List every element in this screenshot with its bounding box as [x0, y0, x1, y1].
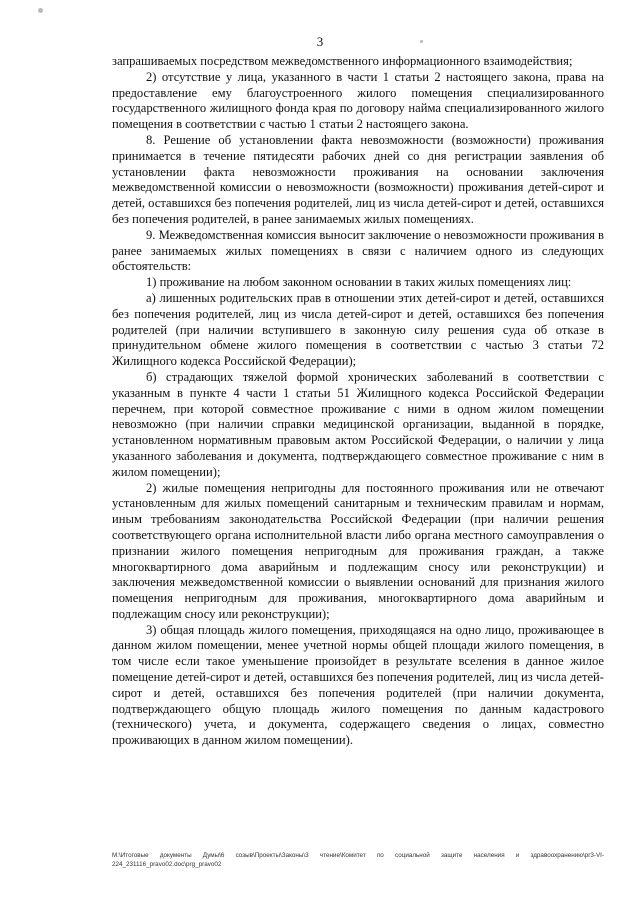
paragraph: запрашиваемых посредством межведомственного информационного взаимодействия;	[112, 54, 573, 68]
paragraph: 3) общая площадь жилого помещения, приходящаяся на одно лицо, проживающее в данном жилом помещении, менее учетной нормы общей площади жилого помещения, в том числе если такое уменьшение произойдет в результате вселения в данное жилое помещение детей-сирот и детей, оставшихся без попечения родителей, лиц из числа детей-сирот и детей, оставшихся без попечения родителей (при наличии документа, подтверждающего общую площадь жилого помещения по данным кадастрового (технического) учета, и документа, содержащего сведения о лицах, совместно проживающих в данном жилом помещении).	[112, 622, 604, 748]
paragraph: 2) жилые помещения непригодны для постоянного проживания или не отвечают установленным для жилых помещений санитарным и техническим правилам и нормам, иным требованиям законодательства Российской Федерации (при наличии решения соответствующего органа исполнительной власти либо органа местного самоуправления о признании жилого помещения непригодным для проживания граждан, а также многоквартирного дома аварийным и подлежащим сносу или реконструкции) и заключения межведомственной комиссии о выявлении оснований для признания жилого помещения непригодным для проживания, многоквартирного дома аварийным и подлежащим сносу или реконструкции);	[112, 480, 604, 621]
page-number: 3	[316, 34, 324, 49]
scan-speck	[38, 8, 43, 13]
paragraph: 8. Решение об установлении факта невозможности (возможности) проживания принимается в течение пятидесяти рабочих дней со дня регистрации заявления об установлении факта невозможности проживания на основании заключения межведомственной комиссии о невозможности (возможности) проживания детей-сирот и детей, оставшихся без попечения родителей, лиц из числа детей-сирот и детей, оставшихся без попечения родителей, в ранее занимаемых жилых помещениях.	[112, 132, 604, 226]
paragraph: б) страдающих тяжелой формой хронических заболеваний в соответствии с указанным в пункте 4 части 1 статьи 51 Жилищного кодекса Российской Федерации перечнем, при которой совместное проживание с ними в одном жилом помещении невозможно (при наличии справки медицинской организации, выданной в порядке, установленном нормативным правовым актом Российской Федерации, о наличии у лица указанного заболевания и документа, подтверждающего совместное проживание с ним в жилом помещении);	[112, 369, 604, 479]
file-path-footer: M:\Итоговые документы Думы\6 созыв\Проекты\Законы\3 чтение\Комитет по социальной защите населения и здравоохранению\pr3-VI-224_231116_pravo02.doc\prg_pravo02	[112, 852, 604, 868]
paragraph: 1) проживание на любом законном основании в таких жилых помещениях лиц:	[146, 275, 572, 290]
paragraph: 2) отсутствие у лица, указанного в части 1 статьи 2 настоящего закона, права на предоставление ему благоустроенного жилого помещения специализированного государственного жилищного фонда края по договору найма специализированного жилого помещения в соответствии с частью 1 статьи 2 настоящего закона.	[112, 69, 604, 132]
document-body	[112, 54, 604, 749]
paragraph: 9. Межведомственная комиссия выносит заключение о невозможности проживания в ранее занимаемых жилых помещениях в связи с наличием одного из следующих обстоятельств:	[112, 227, 605, 274]
paragraph: а) лишенных родительских прав в отношении этих детей-сирот и детей, оставшихся без попечения родителей, лиц из числа детей-сирот и детей, оставшихся без попечения родителей (при наличии вступившего в законную силу решения суда об отказе в принудительном обмене жилого помещения в соответствии с частью 3 статьи 72 Жилищного кодекса Российской Федерации);	[112, 290, 604, 369]
